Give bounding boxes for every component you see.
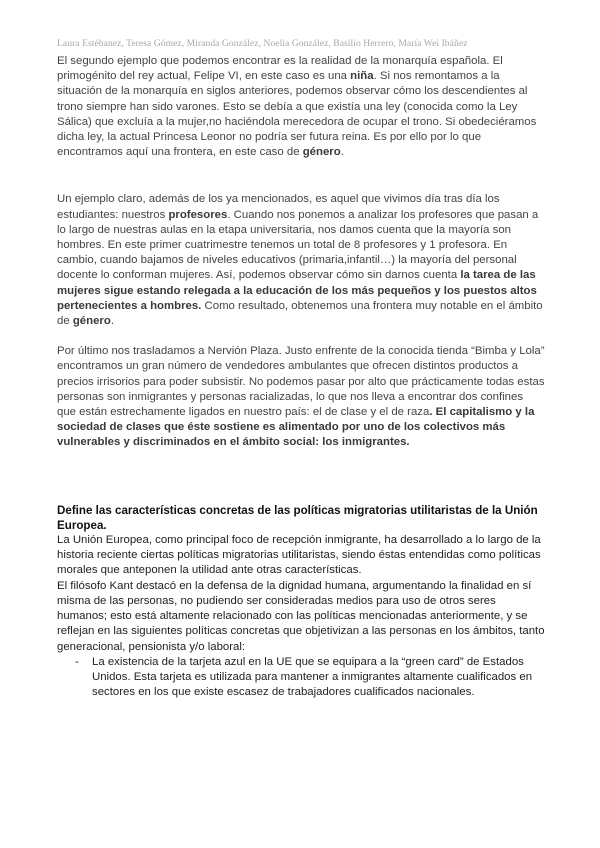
paragraph-teachers-text-4: . bbox=[110, 315, 114, 328]
paragraph-monarchy-text-1: El segundo ejemplo que podemos encontrar es la realidad de la monarquía española. El primogénito del rey actual, Felipe VI, en este caso es una bbox=[57, 55, 503, 83]
paragraph-nervion-bold-1: . El capitalismo y la sociedad de clases que éste sostiene es alimentado por uno de los colectivos más vulnerables y discriminados en el ámbito social: los inmigrantes. bbox=[57, 406, 535, 449]
paragraph-monarchy-bold-2: género bbox=[302, 146, 341, 159]
section-gap bbox=[57, 451, 545, 503]
paragraph-monarchy-text-3: . bbox=[340, 146, 344, 159]
section-paragraph-eu: La Unión Europea, como principal foco de recepción inmigrante, ha desarrollado a lo largo de la historia reciente ciertas políticas migratorias utilitaristas, siendo éstas entendidas como políticas morales que anteponen la utilidad ante otras características. bbox=[57, 534, 541, 577]
paragraph-monarchy-bold-1: niña bbox=[350, 70, 374, 83]
paragraph-teachers bbox=[57, 192, 545, 329]
paragraph-teachers-bold-1: profesores bbox=[168, 208, 228, 221]
section-title: Define las características concretas de las políticas migratorias utilitaristas de la Unión Europea. bbox=[57, 503, 538, 532]
list-bullet: - bbox=[75, 655, 79, 668]
paragraph-nervion-text-1: Por último nos trasladamos a Nervión Plaza. Justo enfrente de la conocida tienda “Bimba y Lola” encontramos un gran número de vendedores ambulantes que ofrecen distintos productos a precios irrisorios para poder subsistir. No podemos pasar por alto que prácticamente todas estas personas son inmigrantes y personas racializadas, lo que nos lleva a encontrar dos confines que están estrechamente ligados en nuestro país: el de clase y el de raza bbox=[57, 345, 545, 419]
document-body bbox=[57, 54, 545, 700]
policy-list bbox=[57, 655, 545, 701]
list-item bbox=[57, 655, 545, 701]
paragraph-teachers-bold-2: la tarea de las mujeres sigue estando relegada a la educación de los más pequeños y los puestos altos pertenecientes a hombres. bbox=[57, 269, 537, 312]
paragraph-teachers-text-3: Como resultado, obtenemos una frontera muy notable en el ámbito de bbox=[57, 299, 543, 328]
list-item-text: La existencia de la tarjeta azul en la UE que se equipara a la “green card” de Estados Unidos. Esta tarjeta es utilizada para mantener a inmigrantes altamente cualificados en sectores en los que existe escasez de trabajadores cualificados nacionales. bbox=[92, 655, 533, 699]
paragraph-monarchy bbox=[57, 54, 545, 160]
paragraph-gap bbox=[57, 329, 545, 344]
paragraph-teachers-text-1: Un ejemplo claro, además de los ya mencionados, es aquel que vivimos día tras día los estudiantes: nuestros bbox=[57, 193, 500, 221]
section-paragraph-kant: El filósofo Kant destacó en la defensa de la dignidad humana, argumentando la finalidad en sí misma de las personas, no pudiendo ser consideradas medios para uso de otros seres humanos; esto está altamente relacionado con las políticas mencionadas anteriormente, y se reflejan en las siguientes políticas concretas que objetivizan a las personas en los ámbitos, tanto generacional, pensionista y/o laboral: bbox=[57, 579, 545, 653]
paragraph-teachers-text-2: . Cuando nos ponemos a analizar los profesores que pasan a lo largo de nuestras aulas en la etapa universitaria, nos damos cuenta que la mayoría son hombres. En este primer cuatrimestre tenemos un total de 8 profesores y 1 profesora. En cambio, cuando bajamos de niveles educativos (primaria,infantil…) la mayoría del personal docente lo conforman mujeres. Así, podemos observar cómo sin darnos cuenta bbox=[57, 208, 539, 282]
paragraph-monarchy-text-2: . Si nos remontamos a la situación de la monarquía en siglos anteriores, podemos observar cómo los descendientes al trono siempre han sido varones. Esto se debía a que existía una ley (conocida como la Ley Sálica) que excluía a la mujer,no haciéndola merecedora de ocupar el trono. Si obedeciéramos dicha ley, la actual Princesa Leonor no podría ser futura reina. Es por ello por lo que encontramos aquí una frontera, en este caso de bbox=[57, 70, 537, 159]
paragraph-teachers-bold-3: género bbox=[72, 315, 111, 328]
document-header-authors: Laura Estébanez, Teresa Gómez, Miranda González, Noelia González, Basilio Herrero, María Wei Ibáñez bbox=[57, 38, 468, 49]
paragraph-nervion bbox=[57, 344, 545, 450]
paragraph-gap bbox=[57, 160, 545, 192]
